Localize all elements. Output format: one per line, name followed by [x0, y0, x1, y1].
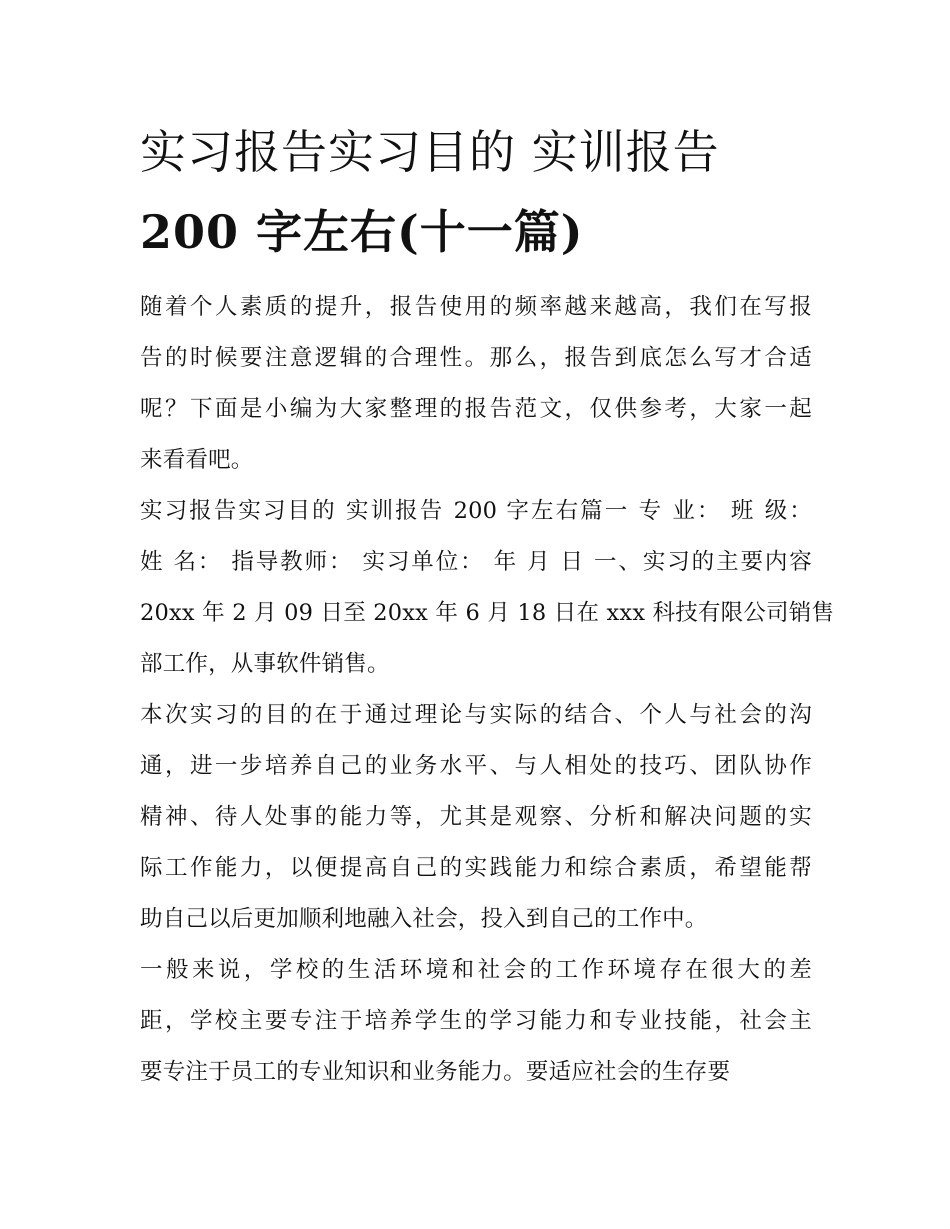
text-line: 姓 名： 指导教师： 实习单位： 年 月 日 一、实习的主要内容 [140, 549, 812, 575]
document-content [140, 112, 835, 1098]
text-line: 一般来说，学校的生活环境和社会的工作环境存在很大的差 [140, 957, 812, 983]
text-line: 本次实习的目的在于通过理论与实际的结合、个人与社会的沟 [140, 702, 812, 728]
title-line: 实习报告实习目的 实训报告 [140, 125, 720, 179]
document-body [140, 282, 835, 1098]
paragraph-report-header [140, 486, 835, 690]
text-line: 呢？下面是小编为大家整理的报告范文，仅供参考，大家一起 [140, 396, 812, 422]
text-line: 助自己以后更加顺利地融入社会，投入到自己的工作中。 [140, 906, 708, 932]
paragraph-environment [140, 945, 812, 1098]
text-line: 20xx 年 2 月 09 日至 20xx 年 6 月 18 日在 xxx 科技有限公司销售 [140, 600, 835, 626]
text-line: 距，学校主要专注于培养学生的学习能力和专业技能，社会主 [140, 1008, 812, 1034]
text-line: 实习报告实习目的 实训报告 200 字左右篇一 专 业： 班 级： [140, 498, 812, 524]
title-line: 200 字左右(十一篇) [140, 205, 584, 259]
text-line: 精神、待人处事的能力等，尤其是观察、分析和解决问题的实 [140, 804, 812, 830]
text-line: 来看看吧。 [140, 447, 254, 473]
text-line: 部工作，从事软件销售。 [140, 651, 390, 677]
paragraph-intro [140, 282, 812, 486]
text-line: 际工作能力，以便提高自己的实践能力和综合素质，希望能帮 [140, 855, 812, 881]
text-line: 要专注于员工的专业知识和业务能力。要适应社会的生存要 [140, 1059, 731, 1085]
paragraph-purpose [140, 690, 812, 945]
text-line: 通，进一步培养自己的业务水平、与人相处的技巧、团队协作 [140, 753, 812, 779]
text-line: 随着个人素质的提升，报告使用的频率越来越高，我们在写报 [140, 294, 812, 320]
text-line: 告的时候要注意逻辑的合理性。那么，报告到底怎么写才合适 [140, 345, 812, 371]
document-title [140, 112, 812, 272]
